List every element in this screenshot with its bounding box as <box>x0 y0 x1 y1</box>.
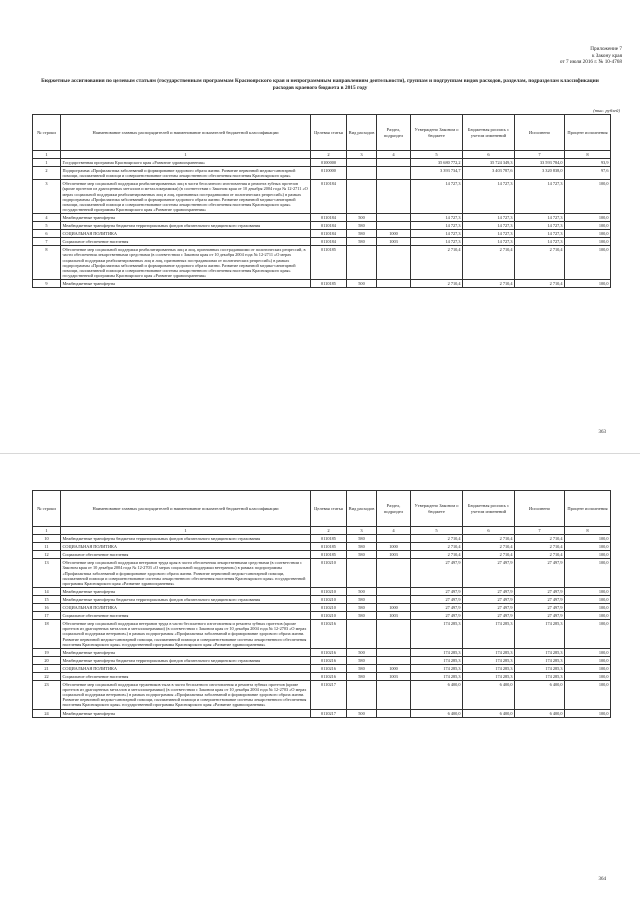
col-index: 1 <box>61 527 311 535</box>
row-schedule: 14 727,3 <box>463 230 515 238</box>
row-schedule: 2 710,4 <box>463 279 515 287</box>
page-number: 363 <box>598 430 606 435</box>
row-section: 1003 <box>377 551 411 559</box>
row-number: 22 <box>33 672 61 680</box>
row-number: 15 <box>33 595 61 603</box>
row-expense-kind: 500 <box>347 709 377 717</box>
col-kind: Вид расходов <box>347 491 377 527</box>
row-name: СОЦИАЛЬНАЯ ПОЛИТИКА <box>61 543 311 551</box>
row-name: Государственная программа Красноярского края «Развитие здравоохранения» <box>61 159 311 167</box>
table-header <box>33 491 611 535</box>
row-percent: 100,0 <box>565 595 611 603</box>
table-row <box>33 238 611 246</box>
row-expense-kind <box>347 246 377 280</box>
row-schedule: 2 710,4 <box>463 543 515 551</box>
row-section: 1003 <box>377 238 411 246</box>
row-executed: 6 400,0 <box>515 681 565 709</box>
col-index: 4 <box>377 151 411 159</box>
row-schedule: 14 727,3 <box>463 238 515 246</box>
row-target-article: 0110216 <box>311 648 347 656</box>
row-expense-kind: 580 <box>347 612 377 620</box>
row-schedule: 27 497,9 <box>463 612 515 620</box>
row-approved: 27 497,9 <box>411 604 463 612</box>
row-name: Межбюджетные трансферты бюджетам территориальных фондов обязательного медицинского страхования <box>61 222 311 230</box>
row-expense-kind <box>347 620 377 648</box>
col-index: 7 <box>515 527 565 535</box>
row-target-article: 0110210 <box>311 587 347 595</box>
document-title: Бюджетные ассигнования по целевым статьям (государственным программам Красноярского края и непрограммным направлениям деятельности), группам и подгруппам видов расходов, разделам, подразделам классификации расходов краевого бюджета в 2015 году <box>41 78 599 91</box>
row-percent: 100,0 <box>565 656 611 664</box>
row-number: 6 <box>33 230 61 238</box>
row-section <box>377 535 411 543</box>
row-approved: 2 710,4 <box>411 551 463 559</box>
row-executed: 27 497,9 <box>515 559 565 587</box>
row-approved: 27 497,9 <box>411 612 463 620</box>
row-percent: 100,0 <box>565 709 611 717</box>
row-approved: 6 400,0 <box>411 681 463 709</box>
col-index: 6 <box>463 151 515 159</box>
units-label: (тыс. рублей) <box>593 108 620 113</box>
row-expense-kind: 500 <box>347 213 377 221</box>
row-expense-kind: 580 <box>347 222 377 230</box>
row-target-article: 0110216 <box>311 672 347 680</box>
row-name: Обеспечение мер социальной поддержки реабилитированных лиц в части бесплатного изготовления и ремонта зубных протезов (кроме протезов из драгоценных металлов и металлокерамики) (в соответствии с Законом края от 10 декабря 2004 года № 12-2711 «О мерах социальной поддержки реабилитированных лиц и лиц, признанных пострадавшими от политических репрессий») в рамках подпрограммы «Профилактика заболеваний и формирование здорового образа жизни. Развитие первичной медико-санитарной помощи, паллиативной помощи и совершенствование системы лекарственного обеспечения населения Красноярского края» государственной программы Красноярского края «Развитие здравоохранения» <box>61 180 311 214</box>
row-name: Межбюджетные трансферты <box>61 709 311 717</box>
row-executed: 174 285,3 <box>515 656 565 664</box>
row-section: 1000 <box>377 230 411 238</box>
row-approved: 2 710,4 <box>411 246 463 280</box>
row-schedule: 2 710,4 <box>463 551 515 559</box>
row-name: СОЦИАЛЬНАЯ ПОЛИТИКА <box>61 230 311 238</box>
col-section: Раздел, подраздел <box>377 115 411 151</box>
col-index: 2 <box>311 527 347 535</box>
row-section <box>377 648 411 656</box>
row-schedule: 174 285,3 <box>463 656 515 664</box>
row-approved: 14 727,3 <box>411 230 463 238</box>
row-section <box>377 159 411 167</box>
row-approved: 27 497,9 <box>411 587 463 595</box>
row-target-article: 0110185 <box>311 279 347 287</box>
row-expense-kind: 580 <box>347 656 377 664</box>
row-approved: 174 285,3 <box>411 656 463 664</box>
row-approved: 174 285,3 <box>411 664 463 672</box>
row-expense-kind: 500 <box>347 648 377 656</box>
col-approved: Утверждено Законом о бюджете <box>411 115 463 151</box>
row-approved: 6 400,0 <box>411 709 463 717</box>
row-name: Межбюджетные трансферты <box>61 587 311 595</box>
row-target-article: 0110184 <box>311 222 347 230</box>
row-percent: 100,0 <box>565 587 611 595</box>
row-percent: 100,0 <box>565 230 611 238</box>
row-target-article: 0110216 <box>311 620 347 648</box>
row-target-article: 0110184 <box>311 213 347 221</box>
row-section <box>377 246 411 280</box>
row-expense-kind <box>347 681 377 709</box>
row-section <box>377 620 411 648</box>
row-target-article: 0110216 <box>311 664 347 672</box>
row-executed: 174 285,3 <box>515 672 565 680</box>
appendix-line: Приложение 7 <box>590 46 622 52</box>
row-percent: 100,0 <box>565 238 611 246</box>
row-executed: 14 727,3 <box>515 230 565 238</box>
row-name: Социальное обеспечение населения <box>61 238 311 246</box>
row-percent: 100,0 <box>565 664 611 672</box>
row-target-article: 0110217 <box>311 681 347 709</box>
table-body <box>33 535 611 718</box>
row-executed: 2 710,4 <box>515 535 565 543</box>
row-section: 1003 <box>377 672 411 680</box>
table-row <box>33 230 611 238</box>
row-section <box>377 587 411 595</box>
row-executed: 2 710,4 <box>515 543 565 551</box>
col-schedule: Бюджетная роспись с учетом изменений <box>463 115 515 151</box>
row-executed: 27 497,9 <box>515 612 565 620</box>
row-percent: 100,0 <box>565 213 611 221</box>
row-executed: 14 727,3 <box>515 238 565 246</box>
row-percent: 100,0 <box>565 559 611 587</box>
row-name: Межбюджетные трансферты <box>61 213 311 221</box>
row-target-article: 0110184 <box>311 238 347 246</box>
row-number: 9 <box>33 279 61 287</box>
table-row <box>33 612 611 620</box>
row-percent: 93,9 <box>565 159 611 167</box>
row-number: 7 <box>33 238 61 246</box>
row-percent: 100,0 <box>565 180 611 214</box>
row-executed: 174 285,3 <box>515 648 565 656</box>
col-schedule: Бюджетная роспись с учетом изменений <box>463 491 515 527</box>
row-expense-kind <box>347 167 377 180</box>
row-target-article: 0110185 <box>311 246 347 280</box>
table-row <box>33 213 611 221</box>
row-target-article: 0110217 <box>311 709 347 717</box>
row-schedule: 174 285,3 <box>463 672 515 680</box>
row-schedule: 14 727,3 <box>463 222 515 230</box>
table-row <box>33 681 611 709</box>
col-executed: Исполнено <box>515 491 565 527</box>
table-header <box>33 115 611 159</box>
row-number: 2 <box>33 167 61 180</box>
col-index: 6 <box>463 527 515 535</box>
row-executed: 2 710,4 <box>515 246 565 280</box>
row-number: 3 <box>33 180 61 214</box>
appendix-line: к Закону края <box>591 52 622 59</box>
row-target-article: 0110210 <box>311 559 347 587</box>
row-target-article: 0100000 <box>311 159 347 167</box>
row-percent: 100,0 <box>565 551 611 559</box>
row-schedule: 2 710,4 <box>463 535 515 543</box>
row-executed: 14 727,3 <box>515 180 565 214</box>
col-num: № строки <box>33 491 61 527</box>
row-expense-kind: 500 <box>347 279 377 287</box>
row-number: 16 <box>33 604 61 612</box>
row-approved: 2 710,4 <box>411 535 463 543</box>
table-row <box>33 167 611 180</box>
row-number: 13 <box>33 559 61 587</box>
row-expense-kind: 580 <box>347 595 377 603</box>
table-row <box>33 222 611 230</box>
row-number: 4 <box>33 213 61 221</box>
row-percent: 100,0 <box>565 672 611 680</box>
row-section <box>377 559 411 587</box>
row-section <box>377 279 411 287</box>
col-kind: Вид расходов <box>347 115 377 151</box>
col-name: Наименование главных распорядителей и наименование показателей бюджетной классификации <box>61 115 311 151</box>
col-approved: Утверждено Законом о бюджете <box>411 491 463 527</box>
row-name: Межбюджетные трансферты <box>61 279 311 287</box>
row-expense-kind: 500 <box>347 587 377 595</box>
col-index: 2 <box>311 151 347 159</box>
row-target-article: 0110184 <box>311 230 347 238</box>
col-target: Целевая статья <box>311 491 347 527</box>
row-number: 11 <box>33 543 61 551</box>
row-section <box>377 656 411 664</box>
row-section <box>377 213 411 221</box>
col-percent: Процент исполнения <box>565 491 611 527</box>
budget-table <box>32 114 611 288</box>
row-expense-kind: 580 <box>347 230 377 238</box>
row-executed: 27 497,9 <box>515 587 565 595</box>
row-number: 17 <box>33 612 61 620</box>
row-approved: 27 497,9 <box>411 595 463 603</box>
table-row <box>33 559 611 587</box>
row-approved: 35 680 772,2 <box>411 159 463 167</box>
table-row <box>33 656 611 664</box>
row-expense-kind <box>347 180 377 214</box>
row-name: СОЦИАЛЬНАЯ ПОЛИТИКА <box>61 604 311 612</box>
row-executed: 14 727,3 <box>515 213 565 221</box>
row-name: Социальное обеспечение населения <box>61 612 311 620</box>
document-page-2 <box>0 453 640 906</box>
col-index: 5 <box>411 527 463 535</box>
row-approved: 27 497,9 <box>411 559 463 587</box>
row-executed: 33 593 784,0 <box>515 159 565 167</box>
row-target-article: 0110210 <box>311 612 347 620</box>
table-row <box>33 604 611 612</box>
row-approved: 14 727,3 <box>411 213 463 221</box>
row-percent: 100,0 <box>565 535 611 543</box>
row-schedule: 27 497,9 <box>463 595 515 603</box>
table-row <box>33 587 611 595</box>
row-number: 5 <box>33 222 61 230</box>
row-schedule: 174 285,3 <box>463 664 515 672</box>
row-number: 8 <box>33 246 61 280</box>
col-target: Целевая статья <box>311 115 347 151</box>
row-expense-kind: 580 <box>347 672 377 680</box>
row-approved: 2 710,4 <box>411 279 463 287</box>
row-schedule: 174 285,3 <box>463 620 515 648</box>
row-schedule: 6 400,0 <box>463 681 515 709</box>
row-name: Межбюджетные трансферты бюджетам территориальных фондов обязательного медицинского страхования <box>61 656 311 664</box>
row-target-article: 0110185 <box>311 543 347 551</box>
row-executed: 6 400,0 <box>515 709 565 717</box>
col-index: 4 <box>377 527 411 535</box>
row-name: Межбюджетные трансферты бюджетам территориальных фондов обязательного медицинского страхования <box>61 595 311 603</box>
table-row <box>33 595 611 603</box>
row-schedule: 14 727,3 <box>463 180 515 214</box>
row-percent: 100,0 <box>565 543 611 551</box>
row-approved: 174 285,3 <box>411 672 463 680</box>
col-section: Раздел, подраздел <box>377 491 411 527</box>
row-approved: 2 710,4 <box>411 543 463 551</box>
row-section: 1000 <box>377 543 411 551</box>
row-approved: 174 285,3 <box>411 620 463 648</box>
row-executed: 2 710,4 <box>515 279 565 287</box>
row-executed: 2 710,4 <box>515 551 565 559</box>
col-percent: Процент исполнения <box>565 115 611 151</box>
row-approved: 14 727,3 <box>411 180 463 214</box>
row-number: 24 <box>33 709 61 717</box>
col-index: 8 <box>565 151 611 159</box>
col-index: 8 <box>565 527 611 535</box>
table-row <box>33 551 611 559</box>
col-index: 7 <box>515 151 565 159</box>
row-name: Межбюджетные трансферты бюджетам территориальных фондов обязательного медицинского страхования <box>61 535 311 543</box>
row-executed: 3 320 838,0 <box>515 167 565 180</box>
row-percent: 100,0 <box>565 604 611 612</box>
row-percent: 97,6 <box>565 167 611 180</box>
row-section <box>377 595 411 603</box>
row-schedule: 3 403 787,6 <box>463 167 515 180</box>
table-row <box>33 180 611 214</box>
row-expense-kind: 580 <box>347 604 377 612</box>
row-executed: 27 497,9 <box>515 595 565 603</box>
row-name: Обеспечение мер социальной поддержки ветеранов труда края в части обеспечения лекарственными средствами (в соответствии с Законом края от 10 декабря 2004 года № 12-2703 «О мерах социальной поддержки ветеранов») в рамках подпрограммы «Профилактика заболеваний и формирование здорового образа жизни. Развитие первичной медико-санитарной помощи, паллиативной помощи и совершенствование системы лекарственного обеспечения населения Красноярского края» государственной программы Красноярского края «Развитие здравоохранения» <box>61 559 311 587</box>
row-schedule: 14 727,3 <box>463 213 515 221</box>
table-row <box>33 620 611 648</box>
row-name: СОЦИАЛЬНАЯ ПОЛИТИКА <box>61 664 311 672</box>
row-number: 12 <box>33 551 61 559</box>
row-number: 18 <box>33 620 61 648</box>
row-name: Обеспечение мер социальной поддержки тружеников тыла в части бесплатного изготовления и ремонта зубных протезов (кроме протезов из драгоценных металлов и металлокерамики) (в соответствии с Законом края от 10 декабря 2004 года № 12-2703 «О мерах социальной поддержки ветеранов») в рамках подпрограммы «Профилактика заболеваний и формирование здорового образа жизни. Развитие первичной медико-санитарной помощи, паллиативной помощи и совершенствование системы лекарственного обеспечения населения Красноярского края» государственной программы Красноярского края «Развитие здравоохранения» <box>61 681 311 709</box>
row-schedule: 6 400,0 <box>463 709 515 717</box>
row-expense-kind: 580 <box>347 664 377 672</box>
row-number: 1 <box>33 159 61 167</box>
row-target-article: 0110000 <box>311 167 347 180</box>
row-number: 21 <box>33 664 61 672</box>
col-index: 1 <box>33 151 61 159</box>
row-executed: 14 727,3 <box>515 222 565 230</box>
col-name: Наименование главных распорядителей и наименование показателей бюджетной классификации <box>61 491 311 527</box>
row-target-article: 0110210 <box>311 595 347 603</box>
col-index: 3 <box>347 527 377 535</box>
table-row <box>33 543 611 551</box>
col-executed: Исполнено <box>515 115 565 151</box>
row-percent: 100,0 <box>565 612 611 620</box>
col-num: № строки <box>33 115 61 151</box>
table-body <box>33 159 611 288</box>
row-section <box>377 167 411 180</box>
row-expense-kind <box>347 559 377 587</box>
table-row <box>33 159 611 167</box>
row-number: 23 <box>33 681 61 709</box>
row-name: Социальное обеспечение населения <box>61 672 311 680</box>
row-target-article: 0110210 <box>311 604 347 612</box>
row-schedule: 2 710,4 <box>463 246 515 280</box>
row-executed: 27 497,9 <box>515 604 565 612</box>
row-number: 20 <box>33 656 61 664</box>
row-target-article: 0110184 <box>311 180 347 214</box>
row-schedule: 174 285,3 <box>463 648 515 656</box>
row-executed: 174 285,3 <box>515 664 565 672</box>
row-schedule: 27 497,9 <box>463 587 515 595</box>
appendix-note <box>560 46 622 66</box>
row-name: Подпрограмма «Профилактика заболеваний и формирование здорового образа жизни. Развитие первичной медико-санитарной помощи, паллиативной помощи и совершенствование системы лекарственного обеспечения населения Красноярского края» <box>61 167 311 180</box>
row-number: 14 <box>33 587 61 595</box>
row-schedule: 35 724 349,3 <box>463 159 515 167</box>
col-index: 1 <box>33 527 61 535</box>
row-section: 1000 <box>377 604 411 612</box>
row-number: 19 <box>33 648 61 656</box>
row-target-article: 0110185 <box>311 551 347 559</box>
col-index: 1 <box>61 151 311 159</box>
col-index: 5 <box>411 151 463 159</box>
row-expense-kind: 580 <box>347 535 377 543</box>
row-name: Социальное обеспечение населения <box>61 551 311 559</box>
col-index: 3 <box>347 151 377 159</box>
row-number: 10 <box>33 535 61 543</box>
appendix-line: от 7 июля 2016 г. № 10-4768 <box>559 59 622 66</box>
row-name: Межбюджетные трансферты <box>61 648 311 656</box>
row-section <box>377 709 411 717</box>
row-executed: 174 285,3 <box>515 620 565 648</box>
row-name: Обеспечение мер социальной поддержки реабилитированных лиц и лиц, признанных пострадавшими от политических репрессий, в части обеспечения лекарственными средствами (в соответствии с Законом края от 10 декабря 2004 года № 12-2711 «О мерах социальной поддержки реабилитированных лиц и лиц, признанных пострадавшими от политических репрессий») в рамках подпрограммы «Профилактика заболеваний и формирование здорового образа жизни. Развитие первичной медико-санитарной помощи, паллиативной помощи и совершенствование системы лекарственного обеспечения населения Красноярского края» государственной программы Красноярского края «Развитие здравоохранения» <box>61 246 311 280</box>
budget-table <box>32 490 611 718</box>
row-name: Обеспечение мер социальной поддержки ветеранов труда в части бесплатного изготовления и ремонта зубных протезов (кроме протезов из драгоценных металлов и металлокерамики) (в соответствии с Законом края от 10 декабря 2004 года № 12-2703 «О мерах социальной поддержки ветеранов») в рамках подпрограммы «Профилактика заболеваний и формирование здорового образа жизни. Развитие первичной медико-санитарной помощи, паллиативной помощи и совершенствование системы лекарственного обеспечения населения Красноярского края» государственной программы Красноярского края «Развитие здравоохранения» <box>61 620 311 648</box>
row-percent: 100,0 <box>565 681 611 709</box>
table-row <box>33 664 611 672</box>
row-section <box>377 681 411 709</box>
row-expense-kind: 580 <box>347 543 377 551</box>
table-row <box>33 246 611 280</box>
row-approved: 3 393 734,7 <box>411 167 463 180</box>
row-schedule: 27 497,9 <box>463 604 515 612</box>
row-percent: 100,0 <box>565 246 611 280</box>
row-percent: 100,0 <box>565 648 611 656</box>
row-section: 1000 <box>377 664 411 672</box>
row-expense-kind <box>347 159 377 167</box>
table-row <box>33 279 611 287</box>
row-section <box>377 180 411 214</box>
row-percent: 100,0 <box>565 620 611 648</box>
row-target-article: 0110216 <box>311 656 347 664</box>
row-approved: 14 727,3 <box>411 222 463 230</box>
row-percent: 100,0 <box>565 222 611 230</box>
table-row <box>33 709 611 717</box>
page-number: 364 <box>598 877 606 882</box>
row-expense-kind: 580 <box>347 551 377 559</box>
row-approved: 174 285,3 <box>411 648 463 656</box>
table-row <box>33 535 611 543</box>
row-target-article: 0110185 <box>311 535 347 543</box>
row-section: 1003 <box>377 612 411 620</box>
table-row <box>33 672 611 680</box>
row-expense-kind: 580 <box>347 238 377 246</box>
row-schedule: 27 497,9 <box>463 559 515 587</box>
row-approved: 14 727,3 <box>411 238 463 246</box>
row-section <box>377 222 411 230</box>
row-percent: 100,0 <box>565 279 611 287</box>
table-row <box>33 648 611 656</box>
